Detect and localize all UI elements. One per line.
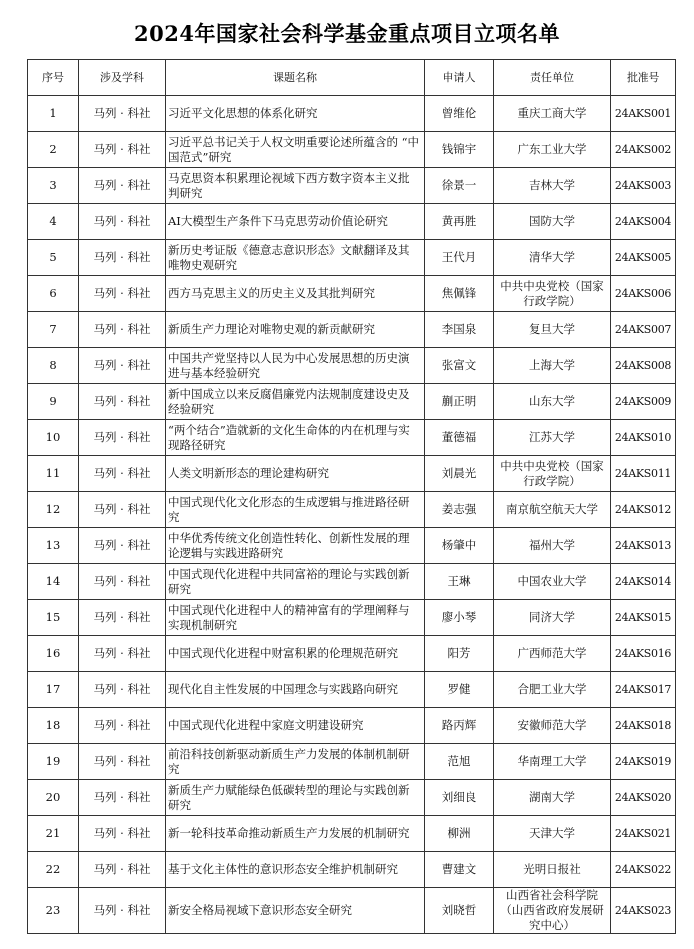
row-project-title: 新一轮科技革命推动新质生产力发展的机制研究 xyxy=(166,816,425,852)
row-subject: 马列 · 科社 xyxy=(79,384,166,420)
table-row xyxy=(28,492,676,528)
row-no: 14 xyxy=(28,564,79,600)
row-subject: 马列 · 科社 xyxy=(79,600,166,636)
row-applicant: 罗健 xyxy=(425,672,494,708)
row-project-title: 新质生产力赋能绿色低碳转型的理论与实践创新研究 xyxy=(166,780,425,816)
row-subject: 马列 · 科社 xyxy=(79,852,166,888)
row-applicant: 范旭 xyxy=(425,744,494,780)
row-subject: 马列 · 科社 xyxy=(79,492,166,528)
row-subject: 马列 · 科社 xyxy=(79,240,166,276)
row-approval-no: 24AKS009 xyxy=(611,384,676,420)
row-no: 4 xyxy=(28,204,79,240)
row-unit: 吉林大学 xyxy=(494,168,611,204)
table-row xyxy=(28,852,676,888)
row-approval-no: 24AKS021 xyxy=(611,816,676,852)
row-subject: 马列 · 科社 xyxy=(79,276,166,312)
row-no: 12 xyxy=(28,492,79,528)
row-no: 2 xyxy=(28,132,79,168)
row-approval-no: 24AKS006 xyxy=(611,276,676,312)
header-approval-no: 批准号 xyxy=(611,60,676,96)
row-applicant: 李国泉 xyxy=(425,312,494,348)
row-unit: 同济大学 xyxy=(494,600,611,636)
row-approval-no: 24AKS001 xyxy=(611,96,676,132)
row-project-title: 中国式现代化进程中家庭文明建设研究 xyxy=(166,708,425,744)
row-no: 3 xyxy=(28,168,79,204)
header-subject: 涉及学科 xyxy=(79,60,166,96)
row-approval-no: 24AKS007 xyxy=(611,312,676,348)
row-approval-no: 24AKS012 xyxy=(611,492,676,528)
table-row xyxy=(28,312,676,348)
row-project-title: 新历史考证版《德意志意识形态》文献翻译及其唯物史观研究 xyxy=(166,240,425,276)
row-no: 5 xyxy=(28,240,79,276)
row-approval-no: 24AKS003 xyxy=(611,168,676,204)
row-approval-no: 24AKS023 xyxy=(611,888,676,934)
table-header-row xyxy=(28,60,676,96)
row-project-title: 中华优秀传统文化创造性转化、创新性发展的理论逻辑与实践进路研究 xyxy=(166,528,425,564)
row-unit: 光明日报社 xyxy=(494,852,611,888)
row-applicant: 王代月 xyxy=(425,240,494,276)
table-row xyxy=(28,816,676,852)
table-row xyxy=(28,780,676,816)
row-subject: 马列 · 科社 xyxy=(79,672,166,708)
row-no: 1 xyxy=(28,96,79,132)
row-subject: 马列 · 科社 xyxy=(79,312,166,348)
row-approval-no: 24AKS015 xyxy=(611,600,676,636)
row-unit: 湖南大学 xyxy=(494,780,611,816)
row-applicant: 蒯正明 xyxy=(425,384,494,420)
header-applicant: 申请人 xyxy=(425,60,494,96)
row-no: 10 xyxy=(28,420,79,456)
row-unit: 国防大学 xyxy=(494,204,611,240)
row-applicant: 刘晨光 xyxy=(425,456,494,492)
row-unit: 合肥工业大学 xyxy=(494,672,611,708)
table-row xyxy=(28,600,676,636)
row-subject: 马列 · 科社 xyxy=(79,816,166,852)
row-applicant: 杨肇中 xyxy=(425,528,494,564)
row-no: 21 xyxy=(28,816,79,852)
row-applicant: 王琳 xyxy=(425,564,494,600)
page-title: 2024年国家社会科学基金重点项目立项名单 xyxy=(134,21,560,46)
header-unit: 责任单位 xyxy=(494,60,611,96)
table-row xyxy=(28,672,676,708)
row-unit: 上海大学 xyxy=(494,348,611,384)
table-row xyxy=(28,276,676,312)
row-subject: 马列 · 科社 xyxy=(79,96,166,132)
row-project-title: 新中国成立以来反腐倡廉党内法规制度建设史及经验研究 xyxy=(166,384,425,420)
row-unit: 广西师范大学 xyxy=(494,636,611,672)
row-applicant: 姜志强 xyxy=(425,492,494,528)
row-no: 7 xyxy=(28,312,79,348)
table-row xyxy=(28,96,676,132)
row-approval-no: 24AKS017 xyxy=(611,672,676,708)
row-applicant: 柳洲 xyxy=(425,816,494,852)
table-row xyxy=(28,708,676,744)
row-approval-no: 24AKS019 xyxy=(611,744,676,780)
row-applicant: 曹建文 xyxy=(425,852,494,888)
row-unit: 安徽师范大学 xyxy=(494,708,611,744)
row-unit: 天津大学 xyxy=(494,816,611,852)
row-unit: 中国农业大学 xyxy=(494,564,611,600)
row-project-title: 基于文化主体性的意识形态安全维护机制研究 xyxy=(166,852,425,888)
row-no: 18 xyxy=(28,708,79,744)
table-row xyxy=(28,888,676,934)
row-subject: 马列 · 科社 xyxy=(79,348,166,384)
table-row xyxy=(28,348,676,384)
table-row xyxy=(28,528,676,564)
row-subject: 马列 · 科社 xyxy=(79,564,166,600)
row-project-title: 习近平总书记关于人权文明重要论述所蕴含的 “中国范式”研究 xyxy=(166,132,425,168)
row-no: 9 xyxy=(28,384,79,420)
row-approval-no: 24AKS018 xyxy=(611,708,676,744)
header-project: 课题名称 xyxy=(166,60,425,96)
header-no: 序号 xyxy=(28,60,79,96)
row-subject: 马列 · 科社 xyxy=(79,744,166,780)
row-no: 16 xyxy=(28,636,79,672)
row-project-title: 前沿科技创新驱动新质生产力发展的体制机制研究 xyxy=(166,744,425,780)
row-applicant: 曾维伦 xyxy=(425,96,494,132)
row-no: 6 xyxy=(28,276,79,312)
row-unit: 中共中央党校（国家行政学院） xyxy=(494,456,611,492)
row-approval-no: 24AKS014 xyxy=(611,564,676,600)
row-approval-no: 24AKS008 xyxy=(611,348,676,384)
row-approval-no: 24AKS020 xyxy=(611,780,676,816)
row-applicant: 廖小琴 xyxy=(425,600,494,636)
table-row xyxy=(28,240,676,276)
row-project-title: 新安全格局视域下意识形态安全研究 xyxy=(166,888,425,934)
row-subject: 马列 · 科社 xyxy=(79,528,166,564)
row-project-title: 习近平文化思想的体系化研究 xyxy=(166,96,425,132)
row-project-title: 马克思资本积累理论视域下西方数字资本主义批判研究 xyxy=(166,168,425,204)
row-subject: 马列 · 科社 xyxy=(79,168,166,204)
row-subject: 马列 · 科社 xyxy=(79,132,166,168)
row-project-title: 现代化自主性发展的中国理念与实践路向研究 xyxy=(166,672,425,708)
row-approval-no: 24AKS011 xyxy=(611,456,676,492)
row-project-title: 中国式现代化进程中财富积累的伦理规范研究 xyxy=(166,636,425,672)
row-subject: 马列 · 科社 xyxy=(79,780,166,816)
row-project-title: 西方马克思主义的历史主义及其批判研究 xyxy=(166,276,425,312)
row-subject: 马列 · 科社 xyxy=(79,636,166,672)
row-applicant: 董德福 xyxy=(425,420,494,456)
row-unit: 广东工业大学 xyxy=(494,132,611,168)
row-unit: 中共中央党校（国家行政学院） xyxy=(494,276,611,312)
row-approval-no: 24AKS010 xyxy=(611,420,676,456)
project-list-table xyxy=(27,59,676,934)
row-unit: 华南理工大学 xyxy=(494,744,611,780)
table-row xyxy=(28,456,676,492)
row-no: 19 xyxy=(28,744,79,780)
row-no: 8 xyxy=(28,348,79,384)
row-applicant: 刘细良 xyxy=(425,780,494,816)
row-subject: 马列 · 科社 xyxy=(79,420,166,456)
table-row xyxy=(28,744,676,780)
table-row xyxy=(28,564,676,600)
row-project-title: 中国式现代化进程中人的精神富有的学理阐释与实现机制研究 xyxy=(166,600,425,636)
table-row xyxy=(28,384,676,420)
row-unit: 江苏大学 xyxy=(494,420,611,456)
row-project-title: 中国共产党坚持以人民为中心发展思想的历史演进与基本经验研究 xyxy=(166,348,425,384)
row-project-title: “两个结合”造就新的文化生命体的内在机理与实现路径研究 xyxy=(166,420,425,456)
row-applicant: 张富文 xyxy=(425,348,494,384)
row-subject: 马列 · 科社 xyxy=(79,204,166,240)
row-unit: 复旦大学 xyxy=(494,312,611,348)
row-approval-no: 24AKS004 xyxy=(611,204,676,240)
row-approval-no: 24AKS002 xyxy=(611,132,676,168)
row-approval-no: 24AKS016 xyxy=(611,636,676,672)
row-unit: 重庆工商大学 xyxy=(494,96,611,132)
row-subject: 马列 · 科社 xyxy=(79,888,166,934)
row-project-title: 中国式现代化进程中共同富裕的理论与实践创新研究 xyxy=(166,564,425,600)
row-no: 11 xyxy=(28,456,79,492)
row-project-title: 人类文明新形态的理论建构研究 xyxy=(166,456,425,492)
row-project-title: 中国式现代化文化形态的生成逻辑与推进路径研究 xyxy=(166,492,425,528)
row-no: 22 xyxy=(28,852,79,888)
row-unit: 山东大学 xyxy=(494,384,611,420)
table-row xyxy=(28,636,676,672)
row-unit: 南京航空航天大学 xyxy=(494,492,611,528)
row-applicant: 焦佩锋 xyxy=(425,276,494,312)
row-unit: 山西省社会科学院（山西省政府发展研究中心） xyxy=(494,888,611,934)
row-no: 15 xyxy=(28,600,79,636)
row-project-title: 新质生产力理论对唯物史观的新贡献研究 xyxy=(166,312,425,348)
row-subject: 马列 · 科社 xyxy=(79,456,166,492)
row-applicant: 钱锦宇 xyxy=(425,132,494,168)
row-approval-no: 24AKS005 xyxy=(611,240,676,276)
row-applicant: 路丙辉 xyxy=(425,708,494,744)
row-no: 20 xyxy=(28,780,79,816)
table-row xyxy=(28,168,676,204)
row-subject: 马列 · 科社 xyxy=(79,708,166,744)
row-applicant: 阳芳 xyxy=(425,636,494,672)
row-no: 13 xyxy=(28,528,79,564)
table-row xyxy=(28,132,676,168)
row-applicant: 徐景一 xyxy=(425,168,494,204)
row-applicant: 黄再胜 xyxy=(425,204,494,240)
row-applicant: 刘晓哲 xyxy=(425,888,494,934)
row-approval-no: 24AKS013 xyxy=(611,528,676,564)
row-no: 17 xyxy=(28,672,79,708)
row-unit: 清华大学 xyxy=(494,240,611,276)
table-row xyxy=(28,420,676,456)
row-unit: 福州大学 xyxy=(494,528,611,564)
row-project-title: AI大模型生产条件下马克思劳动价值论研究 xyxy=(166,204,425,240)
row-approval-no: 24AKS022 xyxy=(611,852,676,888)
row-no: 23 xyxy=(28,888,79,934)
table-row xyxy=(28,204,676,240)
